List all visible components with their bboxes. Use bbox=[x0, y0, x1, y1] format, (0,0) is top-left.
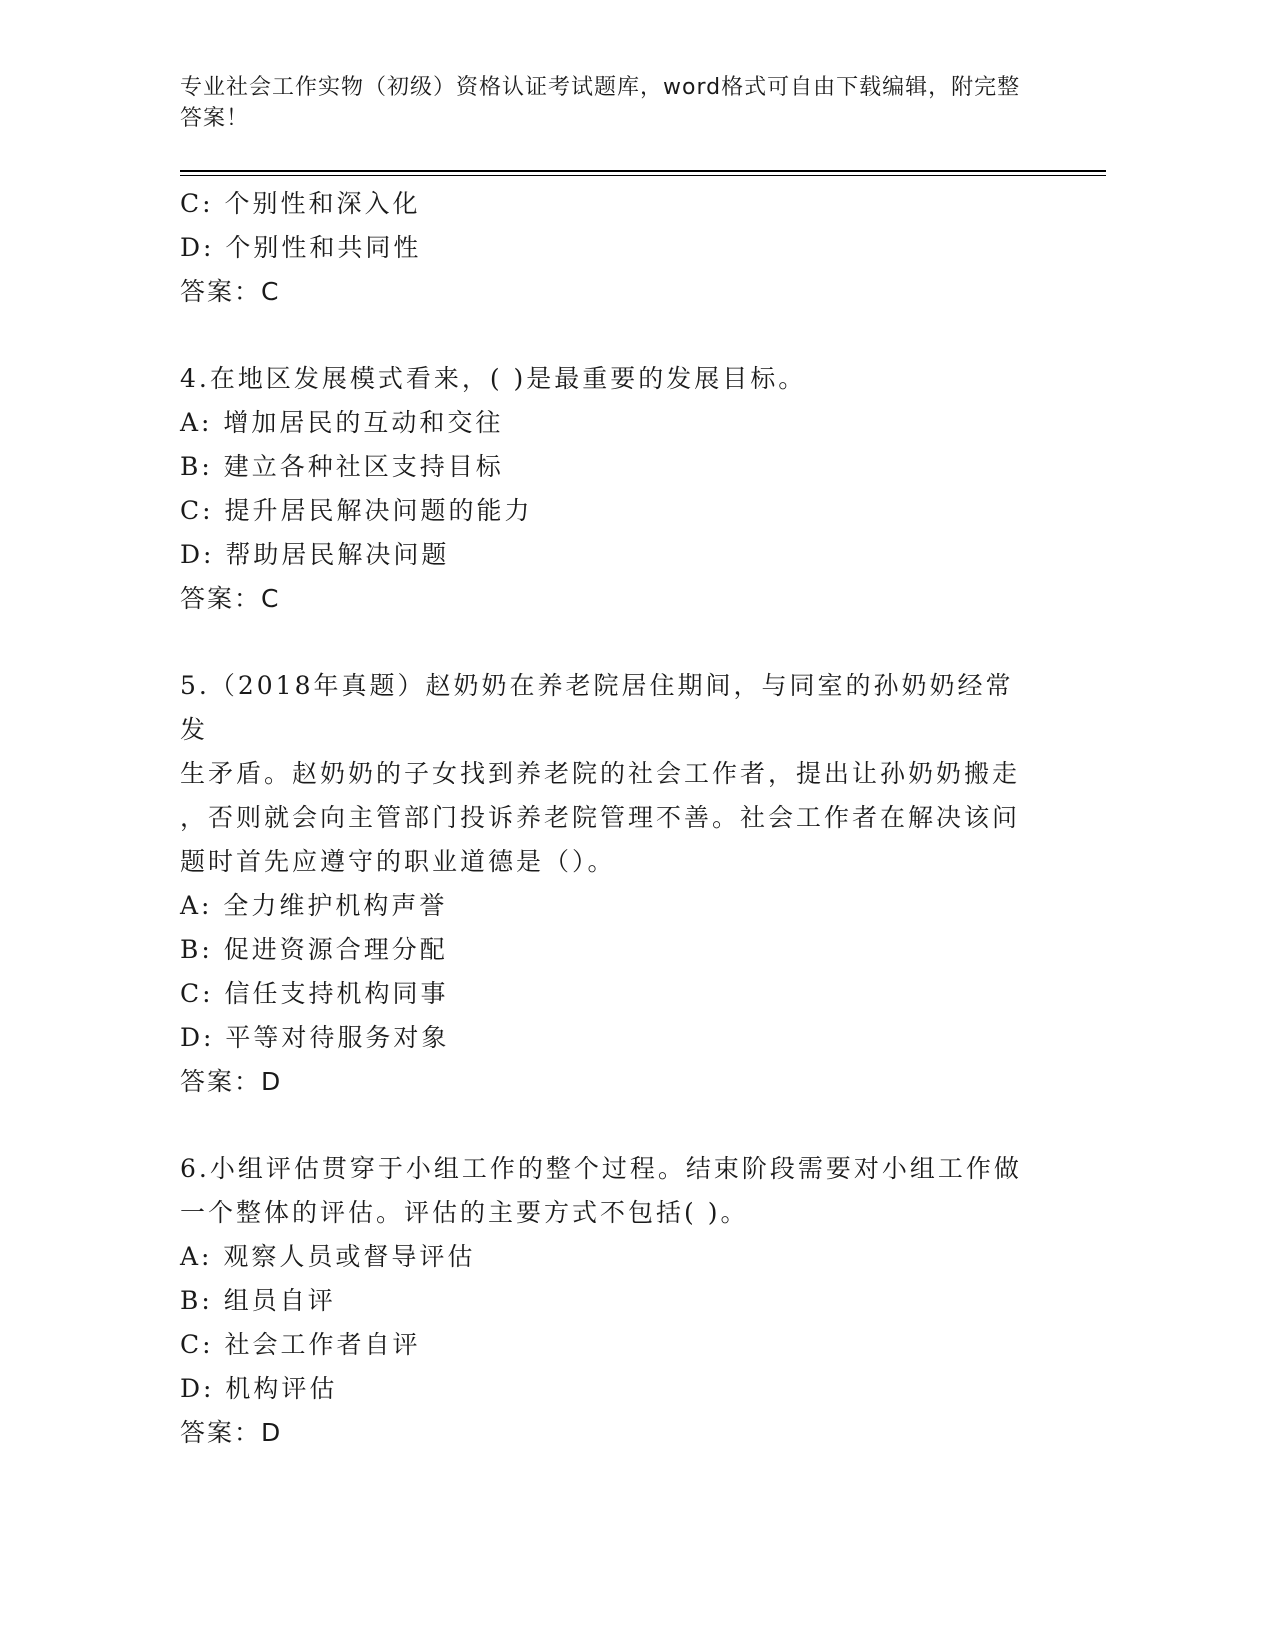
question-text-line: 题时首先应遵守的职业道德是（）。 bbox=[180, 847, 616, 876]
option-a: A: 观察人员或督导评估 bbox=[180, 1242, 476, 1271]
answer: 答案：C bbox=[180, 277, 281, 306]
header-rule-thin bbox=[180, 175, 1106, 176]
option-a: A: 全力维护机构声誉 bbox=[180, 891, 448, 920]
option-b: B: 建立各种社区支持目标 bbox=[180, 452, 504, 481]
answer: 答案：D bbox=[180, 1418, 283, 1447]
question-text-line: 生矛盾。赵奶奶的子女找到养老院的社会工作者，提出让孙奶奶搬走 bbox=[180, 759, 1021, 788]
option-b: B: 组员自评 bbox=[180, 1286, 336, 1315]
header-rule-thick bbox=[180, 170, 1106, 172]
option-b: B: 促进资源合理分配 bbox=[180, 935, 448, 964]
spacer bbox=[180, 1104, 1040, 1147]
option-c: C: 社会工作者自评 bbox=[180, 1330, 421, 1359]
question-text-line: 一个整体的评估。评估的主要方式不包括( )。 bbox=[180, 1198, 749, 1227]
option-c: C: 个别性和深入化 bbox=[180, 189, 421, 218]
question-content bbox=[180, 182, 1040, 1455]
option-a: A: 增加居民的互动和交往 bbox=[180, 408, 504, 437]
question-text-line: ，否则就会向主管部门投诉养老院管理不善。社会工作者在解决该问 bbox=[180, 803, 1021, 832]
option-d: D: 帮助居民解决问题 bbox=[180, 540, 450, 569]
spacer bbox=[180, 621, 1040, 664]
answer: 答案：C bbox=[180, 584, 281, 613]
question-6 bbox=[180, 1147, 1040, 1455]
question-text: 4.在地区发展模式看来，( )是最重要的发展目标。 bbox=[180, 364, 807, 393]
option-c: C: 信任支持机构同事 bbox=[180, 979, 449, 1008]
question-5 bbox=[180, 664, 1040, 1104]
option-d: D: 个别性和共同性 bbox=[180, 233, 422, 262]
answer: 答案：D bbox=[180, 1067, 283, 1096]
option-c: C: 提升居民解决问题的能力 bbox=[180, 496, 533, 525]
option-d: D: 机构评估 bbox=[180, 1374, 338, 1403]
question-text-line: 5.（2018年真题）赵奶奶在养老院居住期间，与同室的孙奶奶经常发 bbox=[180, 671, 1014, 744]
continued-question bbox=[180, 182, 1040, 314]
spacer bbox=[180, 314, 1040, 357]
question-4 bbox=[180, 357, 1040, 621]
page-header: 专业社会工作实物（初级）资格认证考试题库，word格式可自由下载编辑，附完整答案！ bbox=[180, 75, 1021, 131]
question-text-line: 6.小组评估贯穿于小组工作的整个过程。结束阶段需要对小组工作做 bbox=[180, 1154, 1022, 1183]
option-d: D: 平等对待服务对象 bbox=[180, 1023, 450, 1052]
